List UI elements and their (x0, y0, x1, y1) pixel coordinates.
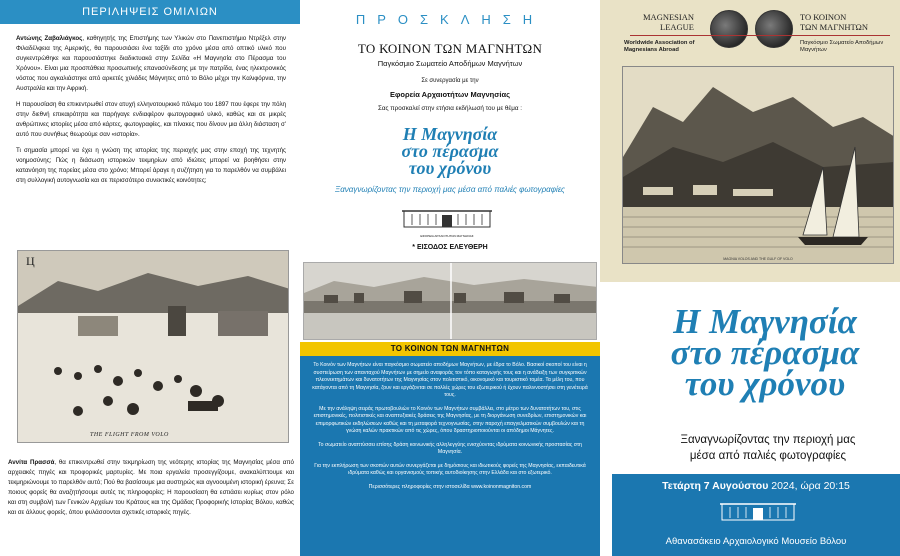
event-title (300, 126, 600, 177)
event-title-line-3: του χρόνου (408, 158, 492, 178)
coin-right-icon (755, 10, 793, 48)
cover-title-line-1: Η Μαγνησία (673, 302, 857, 341)
photo-caption: THE FLIGHT FROM VOLO (90, 432, 169, 438)
speaker2-paragraph (8, 458, 294, 518)
right-panel (600, 0, 900, 556)
museum-label: ΕΦΟΡΕΙΑ ΑΡΧΑΙΟΤΗΤΩΝ ΜΑΓΝΗΣΙΑΣ (420, 234, 474, 238)
museum-facade-icon (718, 496, 798, 524)
cooperation-text: Σε συνεργασία με την (421, 78, 479, 84)
svg-text:Ц: Ц (26, 254, 35, 268)
cover-top (600, 0, 900, 282)
event-date-day: Τετάρτη 7 Αυγούστου (662, 480, 769, 492)
museum-building-icon (400, 205, 494, 238)
speaker1-paragraph-2: Η παρουσίαση θα επικεντρωθεί στον ατυχή ελληνοτουρκικό πόλεμο του 1897 που έφερε την πόλη στην διεθνή επικαιρότητα και παρήγαγε ενδιαφέρον φωτογραφικό υλικό, καθώς και σε μικρές ανθρώπινες ιστορίες μέσα από κάρτες, φωτογραφίες, και πίνακες που δίνουν μια άλλη διάσταση σ' αυτό που συνήθως θεωρούμε σαν «ιστορία». (16, 101, 286, 138)
speaker1-paragraph-3: Τι σημασία μπορεί να έχει η γνώση της ιστορίας της περιοχής μας στην εποχή της τεχνητής νοημοσύνης; Πώς η διάσωση ιστορικών τεκμηρίων από ιδιώτες μπορεί να βοηθήσει στην κατανόηση της πορείας μέσα στο χρόνο; Μπορεί άραγε η συζήτηση για το παρελθόν να συμβάλει στη συλλογική αυτογνωσία και σε περισσότερο συνεκτικές κοινότητες; (16, 147, 286, 184)
cover-title (600, 302, 900, 403)
speaker2-name: Αννίτα Πρασσά (8, 459, 55, 466)
cover-title-line-2: στο πέρασμα (670, 333, 860, 372)
about-paragraph-2: Με την ανάληψη σειράς πρωτοβουλιών το Κοινόν των Μαγνήτων συμβάλλει, στο μέτρο των δυνατοτήτων του, στις επιστημονικές, πολιτιστικές και αναπτυξιακές δράσεις της Μαγνησίας, με τη διοργάνωση συνεδρίων, επιστημονικών και επιμορφωτικών εκδηλώσεων καθώς και τη μεταφορά τεχνογνωσίας, στην παροχή επαγγελματικών συμβουλών και τη γνώση καλών πρακτικών από τις χώρες, όπου δραστηριοποιούνται οι απόδημοι Μάγνητες. (313, 405, 587, 434)
gulf-of-volo-engraving (622, 66, 894, 264)
event-title-line-1: Η Μαγνησία (402, 124, 498, 144)
speaker1-text-1: , καθηγητής της Επιστήμης των Υλικών στο Πανεπιστήμιο Ντρέξελ στην Φιλαδέλφεια της Αμερικής, θα παρουσιάσει ένα ταξίδι στο χρόνο μέσα από οπτικό υλικό που συγκεντρώθηκε και παρουσιάστηκε διαδικτυακά στην Σελίδα «Η Μαγνησία στο Πέρασμα του Χρόνου». Είναι μια προσπάθεια προσωπικής επανασύνδεσης με την πατρίδα, ένας ηλεκτρονικός νόστος που αγκαλιάστηκε από αρκετές χιλιάδες Μάγνητες από το Βόλο μέχρι την Καλιφόρνια, την Αυστραλία και την Αφρική. (16, 35, 286, 92)
org-title: ΤΟ ΚΟΙΝΟΝ ΤΩΝ ΜΑΓΝΗΤΩΝ (357, 41, 543, 56)
about-org-title: ΤΟ ΚΟΙΝΟΝ ΤΩΝ ΜΑΓΝΗΤΩΝ (300, 342, 600, 356)
about-footer: Περισσότερες πληροφορίες στην ιστοσελίδα www.koinonmagniton.com (368, 483, 532, 490)
summaries-header: ΠΕΡΙΛΗΨΕΙΣ ΟΜΙΛΙΩΝ (0, 0, 300, 24)
cover-subtitle-line-2: μέσα από παλιές φωτογραφίες (689, 450, 847, 462)
logo-gr-line-2: ΤΩΝ ΜΑΓΝΗΤΩΝ (800, 22, 868, 32)
cover-subtitle (600, 432, 900, 464)
museum-name: Αθανασάκειο Αρχαιολογικό Μουσείο Βόλου (665, 536, 847, 547)
cover-subtitle-line-1: Ξαναγνωρίζοντας την περιοχή μας (680, 434, 856, 446)
cover-title-line-3: του χρόνου (684, 364, 846, 403)
speaker1-name: Αντώνης Ζαβαλιάγκος (16, 35, 83, 42)
logo-en-line-1: MAGNESIAN (643, 12, 694, 22)
flight-from-volo-photo (17, 250, 289, 443)
volos-harbor-panorama (303, 262, 597, 340)
logo-divider (630, 35, 890, 36)
logo-subtitle-en: Worldwide Association of Magnesians Abroad (624, 40, 695, 53)
logo-gr-line-1: ΤΟ ΚΟΙΝΟΝ (800, 12, 847, 22)
invite-text: Σας προσκαλεί στην ετήσια εκδήλωσή του με θέμα : (377, 105, 523, 112)
org-subtitle: Παγκόσμιο Σωματείο Αποδήμων Μαγνήτων (377, 59, 523, 68)
event-date-bar (612, 474, 900, 556)
event-date (612, 480, 900, 492)
event-subtitle: Ξαναγνωρίζοντας την περιοχή μας μέσα από παλιές φωτογραφίες (335, 185, 565, 194)
speaker2-text: , θα επικεντρωθεί στην τεκμηρίωση της νεότερης ιστορίας της Μαγνησίας μέσα από αρχειακές πηγές και προφορικές μαρτυρίες. Με ποια εργαλεία προσεγγίζουμε, ανακαλύπτουμε και τεκμηριώνουμε το παρελθόν αυτό; Πού θα βασίσουμε μια αυστηρώς και αγνοουμένη ιστορική έρευνα; Σε ποιους φορείς θα αναζητήσουμε αυτές τις πληροφορίες; Η παρουσίαση θα εστιάσει κυρίως στον ρόλο και στη συμβολή των Γενικών Αρχείων του Κράτους και της Ομάδας Προφορικής Ιστορίας Βόλου, καθώς και σε άλλους φορείς, όπου φυλάσσονται σχετικές ιστορικές πηγές. (8, 459, 294, 516)
snow-scene-drawing (18, 251, 289, 443)
logo-en-line-2: LEAGUE (660, 22, 694, 32)
engraving-caption: MAGNIA VOLOS AND THE GULF OF VOLO (723, 257, 793, 261)
logo-subtitle-gr: Παγκόσμιο Σωματείο Αποδήμων Μαγνήτων (800, 40, 884, 53)
speaker2-section (8, 458, 294, 518)
about-paragraph-4: Για την εκπλήρωση των σκοπών αυτών συνεργάζεται με δημόσιους και ιδιωτικούς φορείς της Μαγνησίας, εκπαιδευτικά ιδρύματα καθώς και οργανισμούς τοπικής αυτοδιοίκησης στην Ελλάδα και στο εξωτερικό. (314, 462, 586, 476)
event-title-line-2: στο πέρασμα (401, 141, 499, 161)
about-paragraph-3: Το σωματείο αναπτύσσει επίσης δράση κοινωνικής αλληλεγγύης ενισχύοντας ιδρύματα κοινωνικής προστασίας στη Μαγνησία. (318, 441, 582, 455)
free-entry: * ΕΙΣΟΔΟΣ ΕΛΕΥΘΕΡΗ (412, 244, 488, 251)
logo-english (614, 12, 694, 32)
event-date-time: 2024, ώρα 20:15 (768, 480, 850, 492)
about-paragraph-1: Το Κοινόν των Μαγνήτων είναι παγκόσμιο σωματείο αποδήμων Μαγνήτων, με έδρα το Βόλο. Βασικοί σκοποί του είναι η συσπείρωση των απανταχού Μαγνήτων με σημείο αναφοράς τον τόπο καταγωγής τους και η ανάδειξη των συγκριτικών πλεονεκτημάτων και δυνατοτήτων της Μαγνησίας στον πολιτιστικό, οικονομικό και τουριστικό τομέα. Τα μέλη του, που κατάγονται από τη Μαγνησία, ζουν και εργάζονται σε πολλές χώρες του εξωτερικού ή έχουν παλιννοστήσει στη γενέτειρά τους. (312, 362, 588, 398)
invitation-heading: ΠΡΟΣΚΛΗΣΗ (355, 12, 545, 27)
logo-greek (800, 12, 900, 32)
left-panel (0, 0, 300, 556)
ephorate-name: Εφορεία Αρχαιοτήτων Μαγνησίας (390, 90, 510, 99)
about-org-box (300, 342, 600, 556)
speaker1-paragraph-1 (16, 34, 286, 94)
